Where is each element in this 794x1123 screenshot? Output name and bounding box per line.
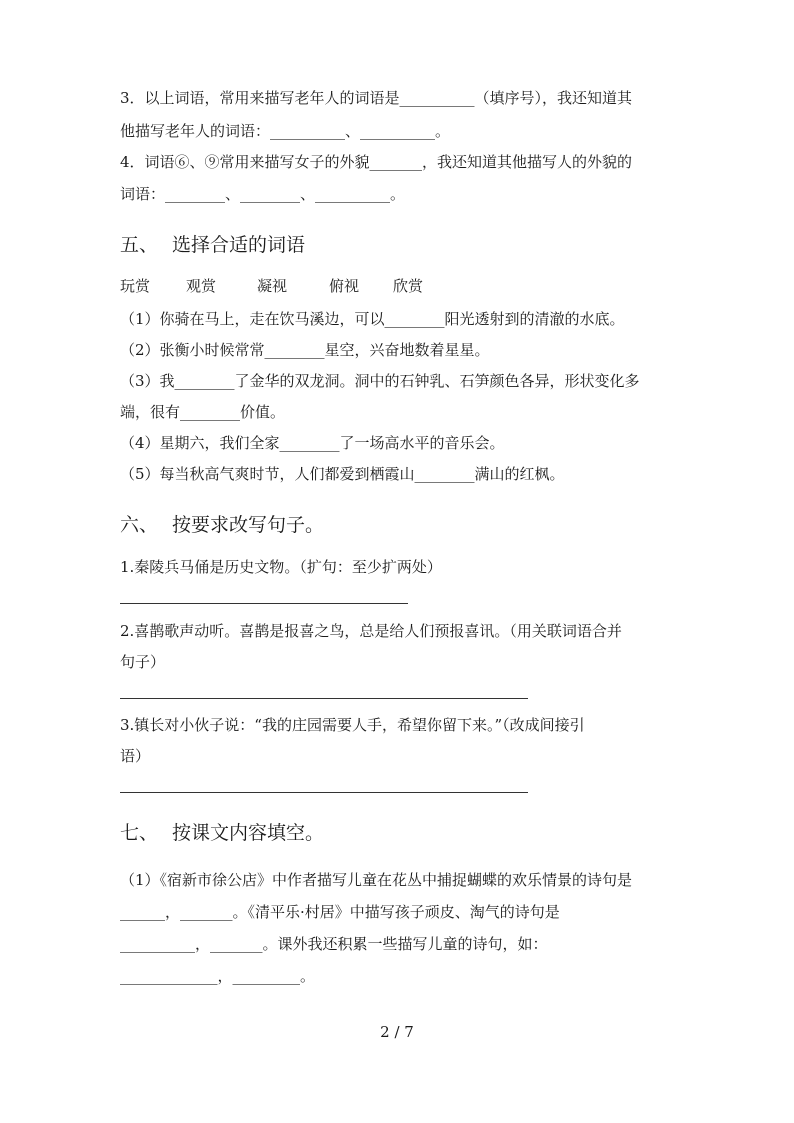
section-7-number: 七、 xyxy=(120,822,159,844)
q3-line-2: 他描写老年人的词语：__________、__________。 xyxy=(120,122,451,140)
section-6-heading xyxy=(120,512,324,538)
q4-line-1: 4．词语⑥、⑨常用来描写女子的外貌_______，我还知道其他描写人的外貌的 xyxy=(120,153,633,171)
answer-line[interactable] xyxy=(120,603,408,604)
word-option: 玩赏 xyxy=(120,277,151,295)
section-7-heading xyxy=(120,820,324,846)
s6-q3-line-2: 语） xyxy=(120,747,151,765)
word-option: 凝视 xyxy=(257,277,288,295)
q4-line-2: 词语：________、________、__________。 xyxy=(120,185,406,203)
s7-line-4: _____________，_________。 xyxy=(120,967,316,985)
s5-item-4: （4）星期六，我们全家________了一场高水平的音乐会。 xyxy=(120,434,505,452)
answer-line[interactable] xyxy=(120,792,528,793)
s5-item-2: （2）张衡小时候常常________星空，兴奋地数着星星。 xyxy=(120,341,490,359)
s7-line-1: （1）《宿新市徐公店》中作者描写儿童在花丛中捕捉蝴蝶的欢乐情景的诗句是 xyxy=(120,871,633,889)
word-option: 俯视 xyxy=(329,277,360,295)
s7-line-2: ______，_______。《清平乐·村居》中描写孩子顽皮、淘气的诗句是 xyxy=(120,903,560,921)
q3-line-1: 3．以上词语，常用来描写老年人的词语是__________（填序号），我还知道其 xyxy=(120,89,633,107)
s5-item-5: （5）每当秋高气爽时节，人们都爱到栖霞山________满山的红枫。 xyxy=(120,465,565,483)
s5-item-3: （3）我________了金华的双龙洞。洞中的石钟乳、石笋颜色各异，形状变化多 xyxy=(120,372,640,390)
section-5-heading xyxy=(120,232,305,258)
s7-line-3: __________，_______。课外我还积累一些描写儿童的诗句，如： xyxy=(120,935,548,953)
section-5-number: 五、 xyxy=(120,234,159,256)
s6-q3-line-1: 3.镇长对小伙子说：“我的庄园需要人手，希望你留下来。”（改成间接引 xyxy=(120,716,585,734)
s6-q2-line-1: 2.喜鹊歌声动听。喜鹊是报喜之鸟，总是给人们预报喜讯。（用关联词语合并 xyxy=(120,622,622,640)
section-6-title: 按要求改写句子。 xyxy=(172,514,325,536)
section-5-title: 选择合适的词语 xyxy=(172,234,306,256)
section-6-number: 六、 xyxy=(120,514,159,536)
section-7-title: 按课文内容填空。 xyxy=(172,822,325,844)
answer-line[interactable] xyxy=(120,698,528,699)
s6-q1: 1.秦陵兵马俑是历史文物。（扩句：至少扩两处） xyxy=(120,558,442,576)
word-option: 观赏 xyxy=(186,277,217,295)
word-option: 欣赏 xyxy=(393,277,424,295)
s5-item-1: （1）你骑在马上，走在饮马溪边，可以________阳光透射到的清澈的水底。 xyxy=(120,310,625,328)
page-number: 2 / 7 xyxy=(380,1023,414,1041)
s5-item-3-cont: 端，很有________价值。 xyxy=(120,403,286,421)
s6-q2-line-2: 句子） xyxy=(120,653,166,671)
